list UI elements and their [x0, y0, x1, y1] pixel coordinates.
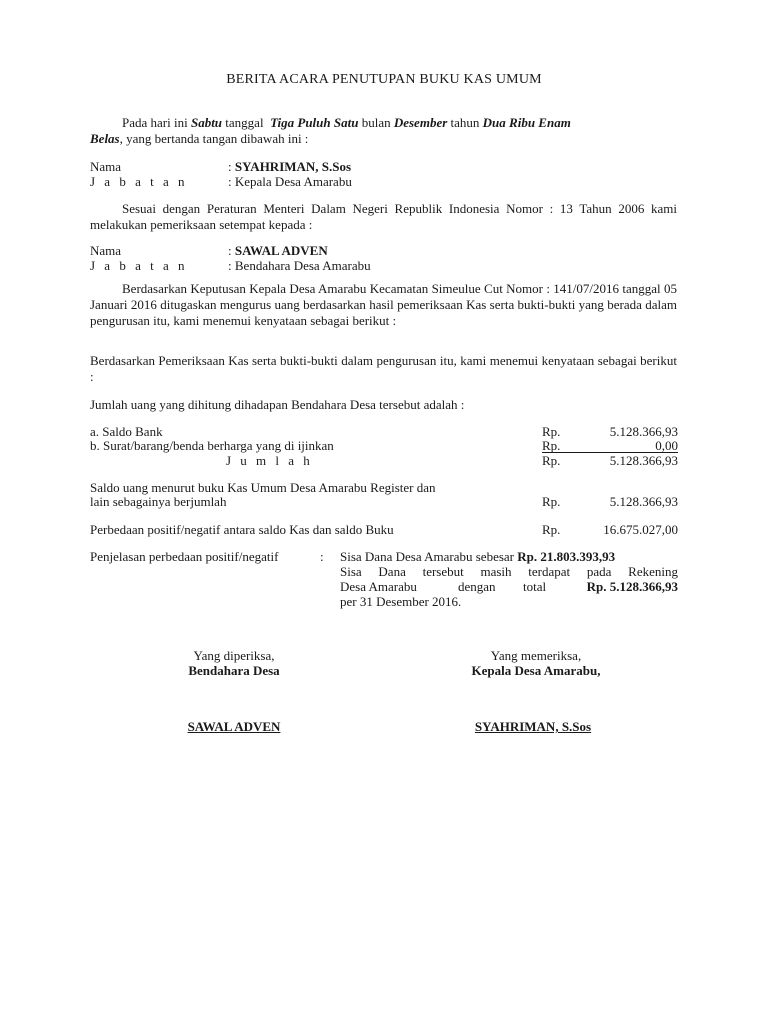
opening-year-a: Dua Ribu Enam: [482, 115, 571, 130]
book-balance-rp: Rp.: [542, 494, 561, 509]
opening-date: Tiga Puluh Satu: [270, 115, 359, 130]
person1-name-value: SYAHRIMAN, S.Sos: [234, 159, 352, 174]
decree-paragraph: Berdasarkan Keputusan Kepala Desa Amarabu Kecamatan Simeulue Cut Nomor : 141/07/2016 tanggal 05 Januari 2016 ditugaskan mengurus uang berdasarkan hasil pemeriksaan Kas serta bukti-bukti yang berada dalam pengurusan itu, kami menemui kenyataan sebagai berikut :: [90, 281, 677, 328]
book-balance-line-2: lain sebagainya berjumlah: [90, 494, 227, 509]
person1-name-label: Nama: [90, 159, 122, 174]
person1-role-value: Kepala Desa Amarabu: [234, 174, 352, 189]
explanation-line-1-amount: Rp. 21.803.393,93: [517, 549, 616, 564]
total-label: J u m l a h: [226, 453, 313, 468]
document-title: BERITA ACARA PENUTUPAN BUKU KAS UMUM: [226, 72, 542, 87]
person1-role-label: J a b a t a n: [90, 174, 188, 189]
item-b-label: b. Surat/barang/benda berharga yang di ijinkan: [90, 438, 334, 453]
person1-name-row: [228, 159, 351, 175]
examination-paragraph: Berdasarkan Pemeriksaan Kas serta bukti-bukti dalam pengurusan itu, kami menemui kenyataan sebagai berikut :: [90, 353, 677, 384]
right-signature-role: Kepala Desa Amarabu,: [471, 663, 601, 678]
difference-label: Perbedaan positif/negatif antara saldo Kas dan saldo Buku: [90, 522, 394, 537]
explanation-line-1-text: Sisa Dana Desa Amarabu sebesar: [340, 549, 514, 564]
total-rp: Rp.: [542, 453, 561, 468]
count-paragraph: Jumlah uang yang dihitung dihadapan Bendahara Desa tersebut adalah :: [90, 397, 465, 412]
person2-role-row: [228, 258, 371, 274]
explanation-line-3: [340, 579, 678, 595]
opening-month: Desember: [393, 115, 448, 130]
item-a-rp: Rp.: [542, 424, 561, 439]
person1-name-colon: :: [228, 159, 232, 174]
opening-text-1: Pada hari ini: [122, 115, 188, 130]
regulation-paragraph: Sesuai dengan Peraturan Menteri Dalam Negeri Republik Indonesia Nomor : 13 Tahun 2006 kami melakukan pemeriksaan setempat kepada :: [90, 201, 677, 232]
difference-amount: 16.675.027,00: [603, 522, 678, 537]
explanation-colon: :: [320, 549, 324, 564]
difference-rp: Rp.: [542, 522, 561, 537]
opening-day: Sabtu: [190, 115, 223, 130]
person2-name-label: Nama: [90, 243, 122, 258]
book-balance-line-1: Saldo uang menurut buku Kas Umum Desa Amarabu Register dan: [90, 480, 436, 495]
explanation-line-3-a: Desa Amarabu: [340, 579, 417, 594]
person2-name-value: SAWAL ADVEN: [234, 243, 328, 258]
explanation-label: Penjelasan perbedaan positif/negatif: [90, 549, 279, 564]
person2-name-row: [228, 243, 328, 259]
explanation-line-3-c: total: [523, 579, 547, 594]
person2-role-value: Bendahara Desa Amarabu: [234, 258, 371, 273]
item-a-label: a. Saldo Bank: [90, 424, 163, 439]
explanation-line-1: [340, 549, 615, 565]
left-signature-role: Bendahara Desa: [188, 663, 280, 678]
person2-role-colon: :: [228, 258, 232, 273]
explanation-line-4: per 31 Desember 2016.: [340, 594, 462, 609]
person2-role-label: J a b a t a n: [90, 258, 188, 273]
item-a-amount: 5.128.366,93: [609, 424, 678, 439]
right-signature-title: Yang memeriksa,: [490, 648, 582, 663]
left-signature-name: SAWAL ADVEN: [187, 719, 281, 734]
person2-name-colon: :: [228, 243, 232, 258]
person1-role-row: [228, 174, 352, 190]
opening-line-1: [122, 115, 571, 131]
item-b-amount: 0,00: [655, 438, 678, 453]
person1-role-colon: :: [228, 174, 232, 189]
opening-line-2: [90, 131, 308, 147]
opening-year-b: Belas: [90, 131, 120, 146]
book-balance-amount: 5.128.366,93: [609, 494, 678, 509]
opening-text-4: tahun: [450, 115, 480, 130]
opening-text-2: tanggal: [225, 115, 264, 130]
right-signature-name: SYAHRIMAN, S.Sos: [474, 719, 592, 734]
total-amount: 5.128.366,93: [609, 453, 678, 468]
explanation-line-3-amount: Rp. 5.128.366,93: [586, 579, 678, 594]
opening-text-5: , yang bertanda tangan dibawah ini :: [119, 131, 309, 146]
explanation-line-2: Sisa Dana tersebut masih terdapat pada Rekening: [340, 564, 678, 579]
opening-text-3: bulan: [361, 115, 391, 130]
item-b-rp: Rp.: [542, 438, 561, 453]
explanation-line-3-b: dengan: [458, 579, 496, 594]
left-signature-title: Yang diperiksa,: [193, 648, 275, 663]
